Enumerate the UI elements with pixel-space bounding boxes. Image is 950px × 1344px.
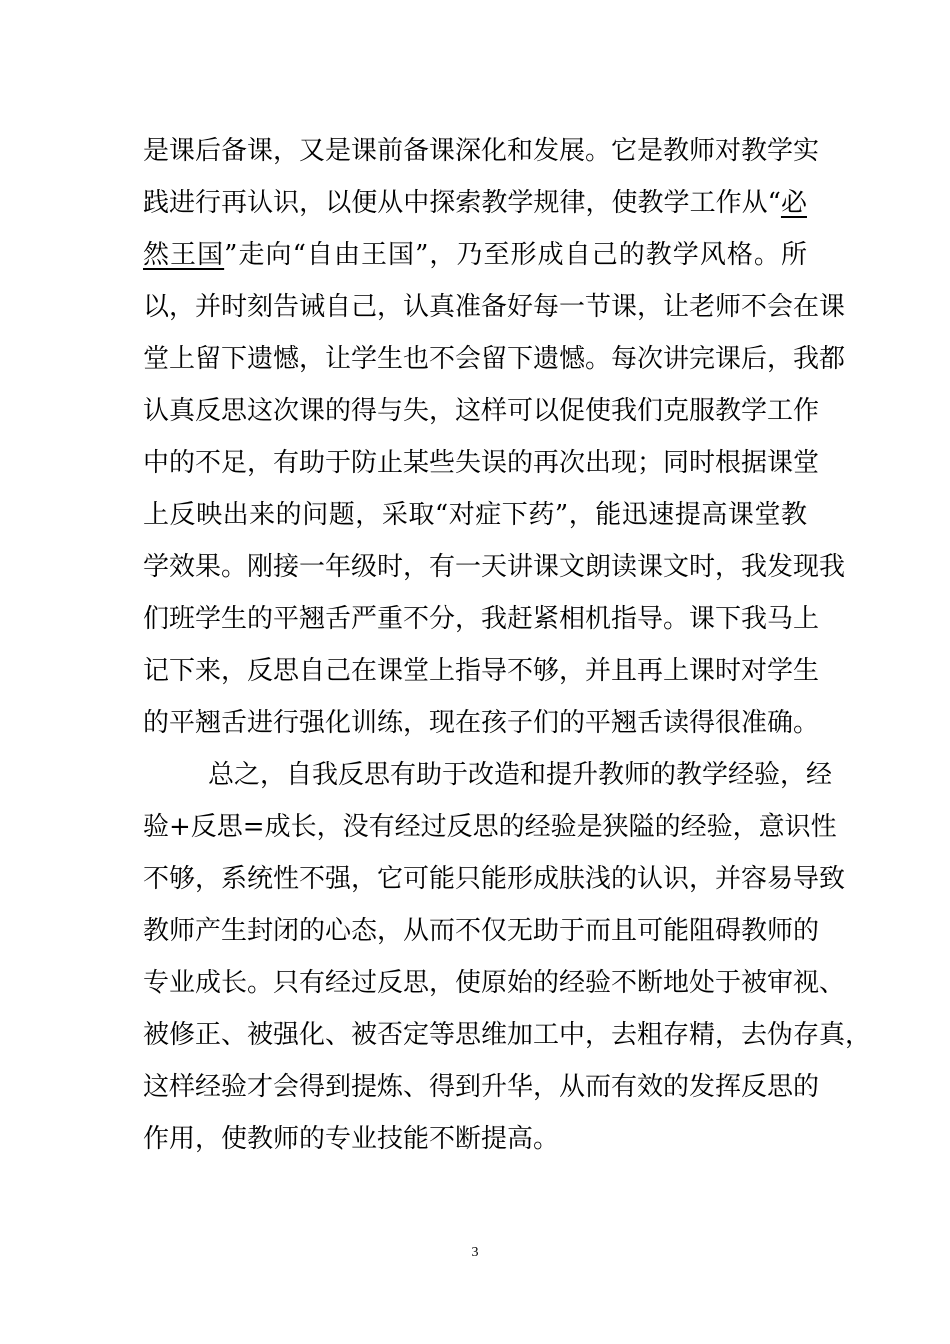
text-line: 以，并时刻告诫自己，认真准备好每一节课，让老师不会在课 xyxy=(143,292,846,322)
text-line: 作用，使教师的专业技能不断提高。 xyxy=(143,1124,560,1154)
text-line: 不够，系统性不强，它可能只能形成肤浅的认识，并容易导致 xyxy=(143,864,846,894)
underlined-term: 必 xyxy=(780,188,807,218)
text-line: 验+反思=成长，没有经过反思的经验是狭隘的经验，意识性 xyxy=(143,812,837,842)
text-line: 专业成长。只有经过反思，使原始的经验不断地处于被审视、 xyxy=(143,968,846,998)
text-line: 总之，自我反思有助于改造和提升教师的教学经验，经 xyxy=(208,760,833,790)
text-line: 堂上留下遗憾，让学生也不会留下遗憾。每次讲完课后，我都 xyxy=(143,344,846,374)
text-line: 上反映出来的问题，采取“对症下药”，能迅速提高课堂教 xyxy=(143,500,807,530)
page-number: 3 xyxy=(471,1245,479,1260)
text-line xyxy=(143,177,807,229)
text-line: 教师产生封闭的心态，从而不仅无助于而且可能阻碍教师的 xyxy=(143,916,820,946)
text-line: 这样经验才会得到提炼、得到升华，从而有效的发挥反思的 xyxy=(143,1072,820,1102)
text-line: 记下来，反思自己在课堂上指导不够，并且再上课时对学生 xyxy=(143,656,820,686)
text-line: 是课后备课，又是课前备课深化和发展。它是教师对教学实 xyxy=(143,136,820,166)
text-line: 学效果。刚接一年级时，有一天讲课文朗读课文时，我发现我 xyxy=(143,552,846,582)
underlined-term: 然王国 xyxy=(143,240,225,270)
text-line: 们班学生的平翘舌严重不分，我赶紧相机指导。课下我马上 xyxy=(143,604,820,634)
text-segment: 践进行再认识，以便从中探索教学规律，使教学工作从“ xyxy=(143,188,781,218)
text-line: 的平翘舌进行强化训练，现在孩子们的平翘舌读得很准确。 xyxy=(143,708,820,738)
text-line: 被修正、被强化、被否定等思维加工中，去粗存精，去伪存真， xyxy=(143,1020,872,1050)
text-segment: ”走向“自由王国”，乃至形成自己的教学风格。所 xyxy=(224,240,807,270)
text-line: 中的不足，有助于防止某些失误的再次出现；同时根据课堂 xyxy=(143,448,820,478)
text-line: 认真反思这次课的得与失，这样可以促使我们克服教学工作 xyxy=(143,396,820,426)
text-line xyxy=(143,229,807,281)
